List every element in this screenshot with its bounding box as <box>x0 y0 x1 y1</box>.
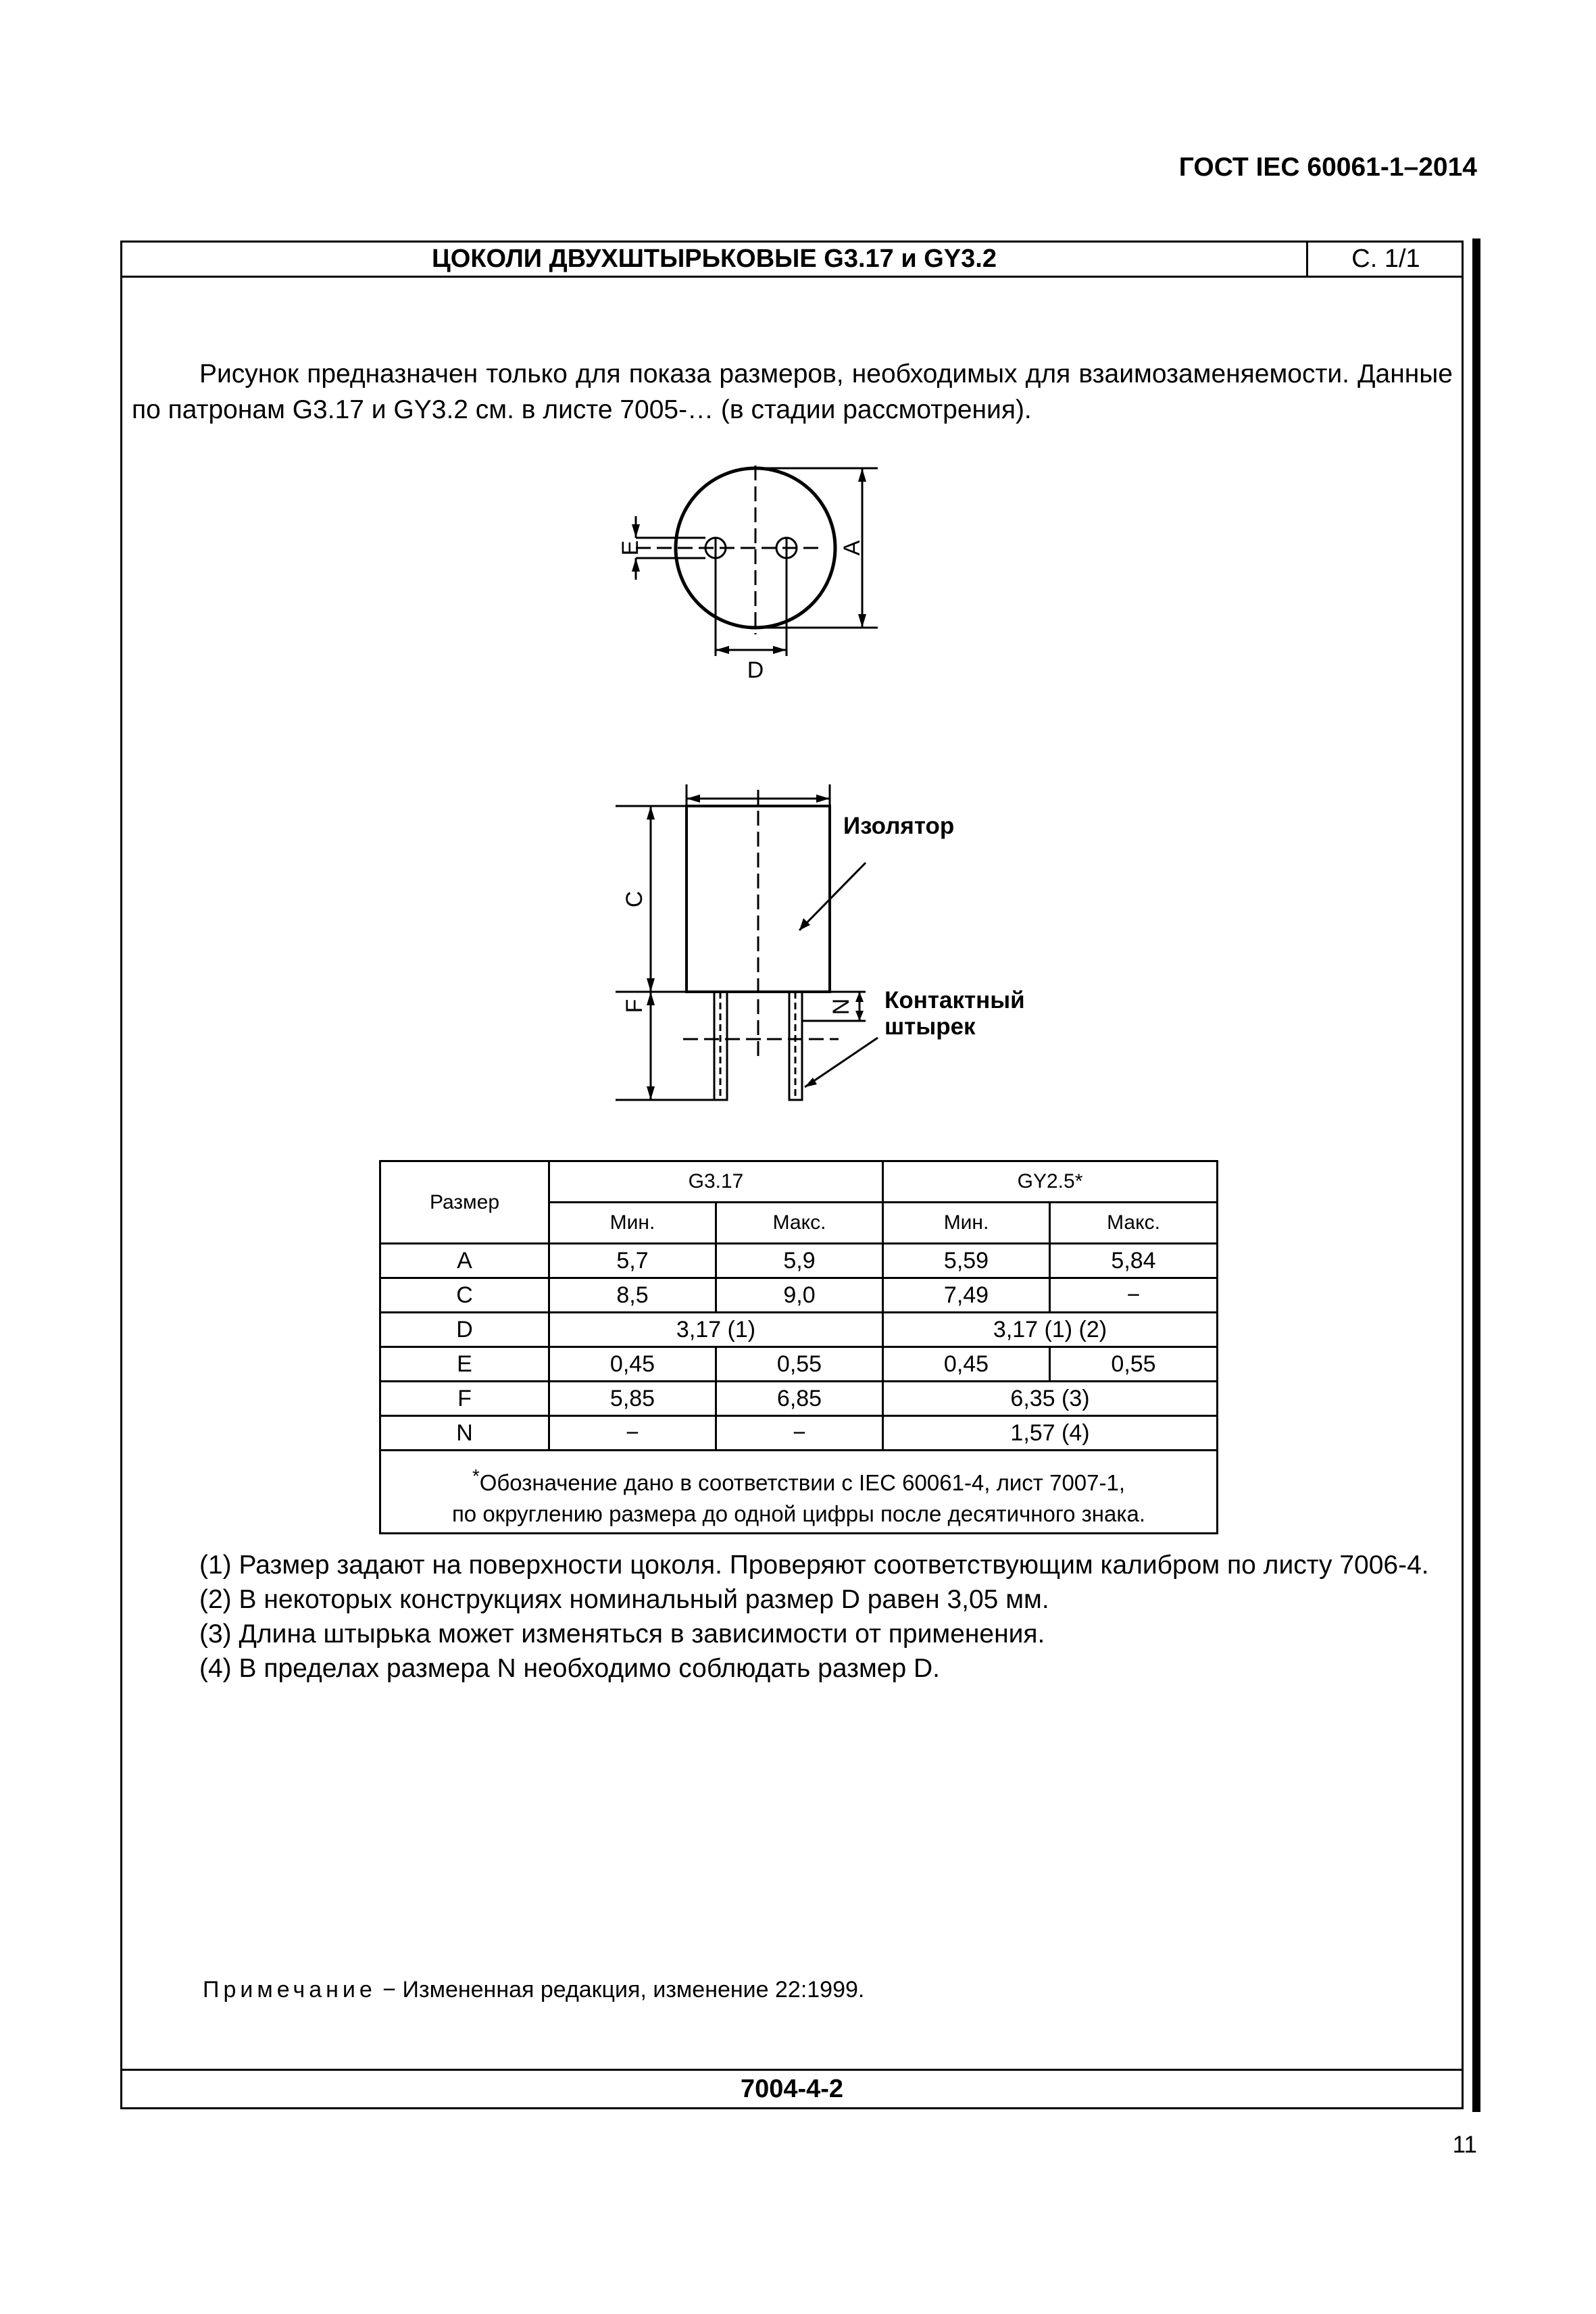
table-row: F 5,85 6,85 6,35 (3) <box>380 1382 1218 1416</box>
insulator-label: Изолятор <box>843 813 955 839</box>
footnote-line1: Обозначение дано в соответствии с IEC 60061-4, лист 7007-1, <box>479 1470 1126 1495</box>
col-size-header: Размер <box>380 1161 549 1244</box>
label-d: D <box>747 657 764 683</box>
sheet-page-ref: С. 1/1 <box>1306 243 1464 276</box>
remark <box>203 1977 864 2003</box>
intro-text: Рисунок предназначен только для показа размеров, необходимых для взаимозаменяемости. Данные по патронам G3.17 и GY3.2 см. в листе 7005-… (в стадии рассмотрения). <box>132 359 1453 424</box>
sheet-title: ЦОКОЛИ ДВУХШТЫРЬКОВЫЕ G3.17 и GY3.2 <box>432 245 997 273</box>
g1-min-header: Мин. <box>549 1203 716 1244</box>
pin-leader <box>805 1038 878 1087</box>
table-footnote <box>380 1451 1218 1534</box>
insulator-leader <box>799 863 866 930</box>
notes-block <box>132 1548 1453 1686</box>
page-number: 11 <box>1452 2132 1477 2158</box>
pin-label-line2: штырек <box>884 1013 976 1040</box>
sheet-number-row <box>122 2069 1462 2107</box>
table-row: C 8,5 9,0 7,49 − <box>380 1278 1218 1313</box>
table-row: A 5,7 5,9 5,59 5,84 <box>380 1244 1218 1278</box>
note-3: (3) Длина штырька может изменяться в зависимости от применения. <box>199 1619 1045 1649</box>
sheet-number: 7004-4-2 <box>740 2075 844 2103</box>
table-row: N − − 1,57 (4) <box>380 1416 1218 1451</box>
frame-side-rule <box>1472 238 1480 2112</box>
dimensions-table <box>379 1160 1218 1534</box>
label-n: N <box>828 998 854 1015</box>
g2-max-header: Макс. <box>1050 1203 1218 1244</box>
g1-max-header: Макс. <box>716 1203 883 1244</box>
sheet-frame <box>120 241 1464 2109</box>
remark-label: Примечание <box>203 1977 376 2003</box>
table-row: D 3,17 (1) 3,17 (1) (2) <box>380 1313 1218 1347</box>
table-row: E 0,45 0,55 0,45 0,55 <box>380 1347 1218 1382</box>
note-1: (1) Размер задают на поверхности цоколя. Проверяют соответствующим калибром по листу 7006-4. <box>199 1551 1429 1580</box>
g2-min-header: Мин. <box>883 1203 1050 1244</box>
note-2: (2) В некоторых конструкциях номинальный размер D равен 3,05 мм. <box>199 1585 1049 1614</box>
group1-header: G3.17 <box>549 1161 883 1203</box>
label-f: F <box>622 999 647 1013</box>
note-4: (4) В пределах размера N необходимо соблюдать размер D. <box>199 1654 941 1683</box>
label-a: A <box>839 540 865 556</box>
document-code: ГОСТ IEC 60061-1–2014 <box>1178 153 1477 182</box>
remark-text: − Измененная редакция, изменение 22:1999. <box>382 1977 865 2003</box>
label-e: E <box>618 540 643 556</box>
footnote-mark: * <box>472 1465 480 1486</box>
pin-label-line1: Контактный <box>884 987 1025 1013</box>
group2-header: GY2.5* <box>883 1161 1218 1203</box>
footnote-line2: по округлению размера до одной цифры после десятичного знака. <box>451 1501 1146 1526</box>
label-c: C <box>622 890 647 908</box>
